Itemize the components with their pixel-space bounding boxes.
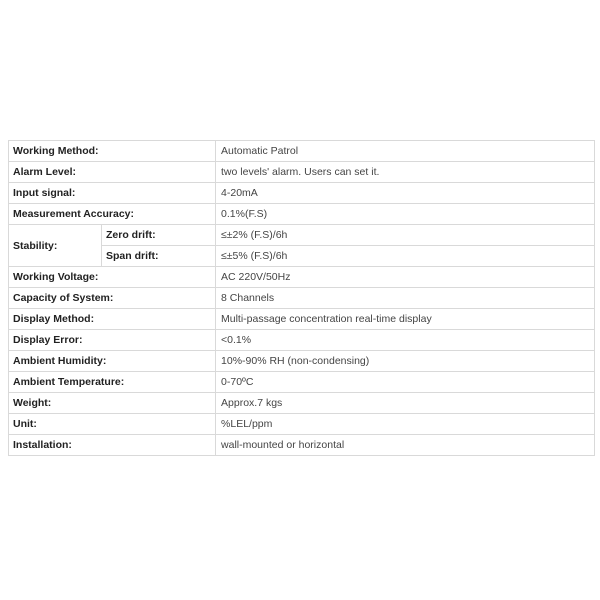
table-row (9, 204, 595, 225)
alarm-level-value: two levels' alarm. Users can set it. (216, 162, 595, 183)
specification-table (8, 140, 595, 456)
working-method-value: Automatic Patrol (216, 141, 595, 162)
table-row (9, 288, 595, 309)
measurement-accuracy-label: Measurement Accuracy: (9, 204, 216, 225)
table-row (9, 330, 595, 351)
capacity-of-system-value: 8 Channels (216, 288, 595, 309)
alarm-level-label: Alarm Level: (9, 162, 216, 183)
installation-label: Installation: (9, 435, 216, 456)
table-row (9, 225, 595, 246)
zero-drift-value: ≤±2% (F.S)/6h (216, 225, 595, 246)
display-method-value: Multi-passage concentration real-time display (216, 309, 595, 330)
unit-value: %LEL/ppm (216, 414, 595, 435)
working-method-label: Working Method: (9, 141, 216, 162)
table-row (9, 435, 595, 456)
table-row (9, 414, 595, 435)
ambient-humidity-label: Ambient Humidity: (9, 351, 216, 372)
span-drift-value: ≤±5% (F.S)/6h (216, 246, 595, 267)
stability-label: Stability: (9, 225, 102, 267)
weight-label: Weight: (9, 393, 216, 414)
ambient-temperature-label: Ambient Temperature: (9, 372, 216, 393)
input-signal-label: Input signal: (9, 183, 216, 204)
zero-drift-label: Zero drift: (102, 225, 216, 246)
table-row (9, 162, 595, 183)
measurement-accuracy-value: 0.1%(F.S) (216, 204, 595, 225)
ambient-humidity-value: 10%-90% RH (non-condensing) (216, 351, 595, 372)
ambient-temperature-value: 0-70ºC (216, 372, 595, 393)
unit-label: Unit: (9, 414, 216, 435)
table-row (9, 309, 595, 330)
installation-value: wall-mounted or horizontal (216, 435, 595, 456)
span-drift-label: Span drift: (102, 246, 216, 267)
table-row (9, 141, 595, 162)
working-voltage-value: AC 220V/50Hz (216, 267, 595, 288)
input-signal-value: 4-20mA (216, 183, 595, 204)
table-row (9, 372, 595, 393)
table-row (9, 351, 595, 372)
table-row (9, 183, 595, 204)
display-method-label: Display Method: (9, 309, 216, 330)
display-error-value: <0.1% (216, 330, 595, 351)
display-error-label: Display Error: (9, 330, 216, 351)
working-voltage-label: Working Voltage: (9, 267, 216, 288)
weight-value: Approx.7 kgs (216, 393, 595, 414)
capacity-of-system-label: Capacity of System: (9, 288, 216, 309)
table-row (9, 393, 595, 414)
table-row (9, 267, 595, 288)
